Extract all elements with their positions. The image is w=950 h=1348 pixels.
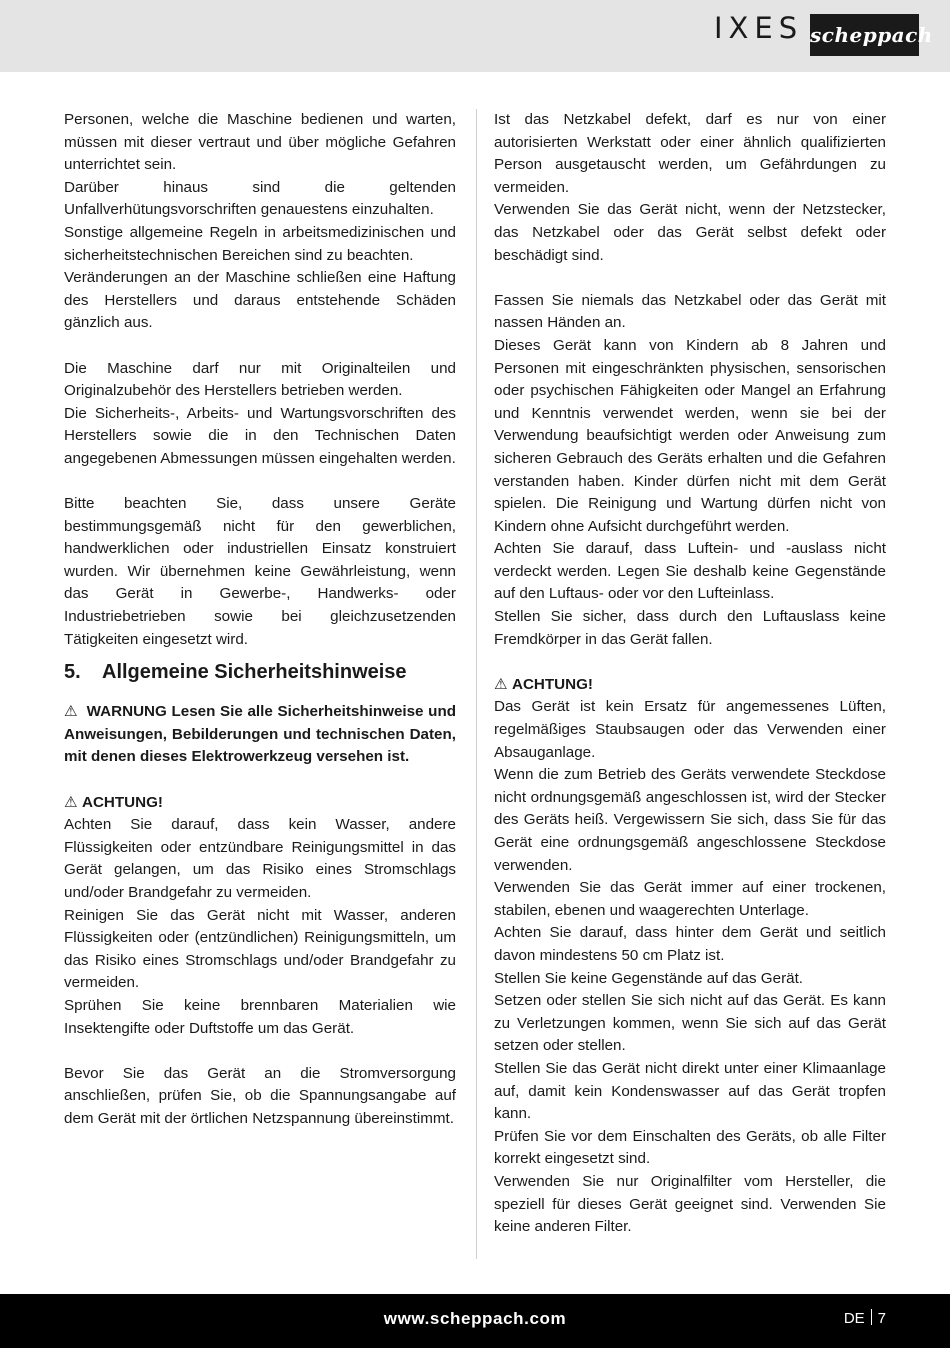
paragraph: Personen, welche die Maschine bedienen und warten, müssen mit dieser vertraut und über mögliche Gefahren unterrichtet sein. [64, 111, 456, 174]
section-number: 5. [64, 661, 81, 684]
paragraph: Reinigen Sie das Gerät nicht mit Wasser, anderen Flüssigkeiten oder (entzündlichen) Reinigungsmitteln, um das Risiko eines Stromschlags und/oder Brandgefahr zu vermeiden. [64, 906, 456, 992]
paragraph: Veränderungen an der Maschine schließen eine Haftung des Herstellers und daraus entstehende Schäden gänzlich aus. [64, 269, 456, 332]
right-column [494, 109, 886, 1239]
spacer [64, 471, 456, 494]
caution-label-text: ACHTUNG! [512, 675, 593, 693]
ixes-logo: IXES [714, 11, 804, 45]
spacer [494, 651, 886, 674]
language-code: DE [843, 1310, 865, 1327]
caution-label-text: ACHTUNG! [82, 793, 163, 811]
warning-triangle-icon: ⚠ [64, 703, 78, 721]
paragraph: Die Maschine darf nur mit Originalteilen und Originalzubehör des Herstellers betrieben werden. [64, 359, 456, 400]
paragraph: Bitte beachten Sie, dass unsere Geräte bestimmungsgemäß nicht für den gewerblichen, handwerklichen oder industriellen Einsatz konstruiert wurden. Wir übernehmen keine Gewährleistung, wenn das Gerät in Gewerbe-, Handwerks- oder Industriebetrieben sowie bei gleichzusetzenden Tätigkeiten eingesetzt wird. [64, 495, 456, 648]
paragraph: Achten Sie darauf, dass kein Wasser, andere Flüssigkeiten oder entzündbare Reinigungsmittel in das Gerät gelangen, um das Risiko eines Stromschlags und/oder Brandgefahr zu vermeiden. [64, 816, 456, 901]
paragraph: Stellen Sie das Gerät nicht direkt unter einer Klimaanlage auf, damit kein Kondenswasser auf das Gerät tropfen kann. [494, 1059, 886, 1123]
page-header [0, 0, 950, 72]
paragraph: Fassen Sie niemals das Netzkabel oder das Gerät mit nassen Händen an. [494, 291, 886, 332]
warning-text: WARNUNG Lesen Sie alle Sicherheitshinweise und Anweisungen, Bebilderungen und technischen Daten, mit denen dieses Elektrowerkzeug versehen ist. [64, 703, 456, 766]
paragraph: Wenn die zum Betrieb des Geräts verwendete Steckdose nicht ordnungsgemäß angeschlossen ist, wird der Stecker des Geräts heiß. Vergewissern Sie sich, dass Sie für das Gerät eine ordnungsgemäß angeschlossene Steckdose verwenden. [494, 766, 886, 874]
page-footer [0, 1294, 950, 1348]
page-number [844, 1294, 886, 1344]
paragraph: Stellen Sie keine Gegenstände auf das Gerät. [494, 969, 804, 987]
paragraph: Achten Sie darauf, dass Luftein- und -auslass nicht verdeckt werden. Legen Sie deshalb keine Gegenstände auf den Luftaus- oder vor den Lufteinlass. [494, 540, 886, 603]
paragraph: Die Sicherheits-, Arbeits- und Wartungsvorschriften des Herstellers sowie die in den Technischen Daten angegebenen Abmessungen müssen eingehalten werden. [64, 404, 456, 467]
paragraph: Verwenden Sie nur Originalfilter vom Hersteller, die speziell für dieses Gerät geeignet sind. Verwenden Sie keine anderen Filter. [494, 1172, 886, 1236]
paragraph: Achten Sie darauf, dass hinter dem Gerät und seitlich davon mindestens 50 cm Platz ist. [494, 924, 886, 964]
website-link[interactable]: www.scheppach.com [383, 1309, 567, 1328]
paragraph: Ist das Netzkabel defekt, darf es nur von einer autorisierten Werkstatt oder einer ähnlich qualifizierten Person ausgetauscht werden, um Gefährdungen zu vermeiden. [494, 111, 886, 196]
caution-label [494, 674, 886, 697]
warning-triangle-icon: ⚠ [64, 793, 78, 811]
column-divider [476, 109, 477, 1259]
paragraph: Dieses Gerät kann von Kindern ab 8 Jahren und Personen mit eingeschränkten physischen, sensorischen oder psychischen Fähigkeiten oder Mangel an Erfahrung und Kenntnis verwendet werden, wenn sie bei der Verwendung beaufsichtigt werden oder Anweisung zum sicheren Gebrauch des Geräts erhalten und die Gefahren verstanden haben. Kinder dürfen nicht mit dem Gerät spielen. Die Reinigung und Wartung dürfen nicht von Kindern ohne Aufsicht durchgeführt werden. [494, 336, 886, 535]
paragraph: Verwenden Sie das Gerät immer auf einer trockenen, stabilen, ebenen und waagerechten Unterlage. [494, 879, 886, 919]
spacer [64, 335, 456, 358]
spacer [494, 267, 886, 290]
section-title: Allgemeine Sicherheitshinweise [102, 661, 407, 684]
left-column [64, 109, 456, 1131]
paragraph: Sprühen Sie keine brennbaren Materialien wie Insektengifte oder Duftstoffe um das Gerät. [64, 996, 456, 1037]
paragraph: Setzen oder stellen Sie sich nicht auf das Gerät. Es kann zu Verletzungen kommen, wenn Sie sich auf das Gerät setzen oder stellen. [494, 992, 886, 1055]
paragraph: Stellen Sie sicher, dass durch den Luftauslass keine Fremdkörper in das Gerät fallen. [494, 608, 886, 648]
scheppach-logo: scheppach [810, 14, 919, 56]
paragraph: Prüfen Sie vor dem Einschalten des Geräts, ob alle Filter korrekt eingesetzt sind. [494, 1127, 886, 1168]
page-num: 7 [877, 1310, 886, 1327]
section-heading [64, 657, 456, 687]
paragraph: Darüber hinaus sind die geltenden Unfallverhütungsvorschriften genauestens einzuhalten. [64, 178, 456, 219]
paragraph: Sonstige allgemeine Regeln in arbeitsmedizinischen und sicherheitstechnischen Bereichen sind zu beachten. [64, 223, 456, 264]
paragraph: Verwenden Sie das Gerät nicht, wenn der Netzstecker, das Netzkabel oder das Gerät selbst defekt oder beschädigt sind. [494, 201, 886, 264]
paragraph: Das Gerät ist kein Ersatz für angemessenes Lüften, regelmäßiges Staubsaugen oder das Verwenden einer Absauganlage. [494, 698, 886, 761]
caution-label [64, 792, 456, 815]
spacer [64, 1040, 456, 1063]
warning-triangle-icon: ⚠ [494, 675, 508, 693]
separator [871, 1309, 872, 1325]
paragraph: Bevor Sie das Gerät an die Stromversorgung anschließen, prüfen Sie, ob die Spannungsangabe auf dem Gerät mit der örtlichen Netzspannung übereinstimmt. [64, 1064, 456, 1127]
spacer [64, 769, 456, 792]
warning-paragraph [64, 701, 456, 769]
